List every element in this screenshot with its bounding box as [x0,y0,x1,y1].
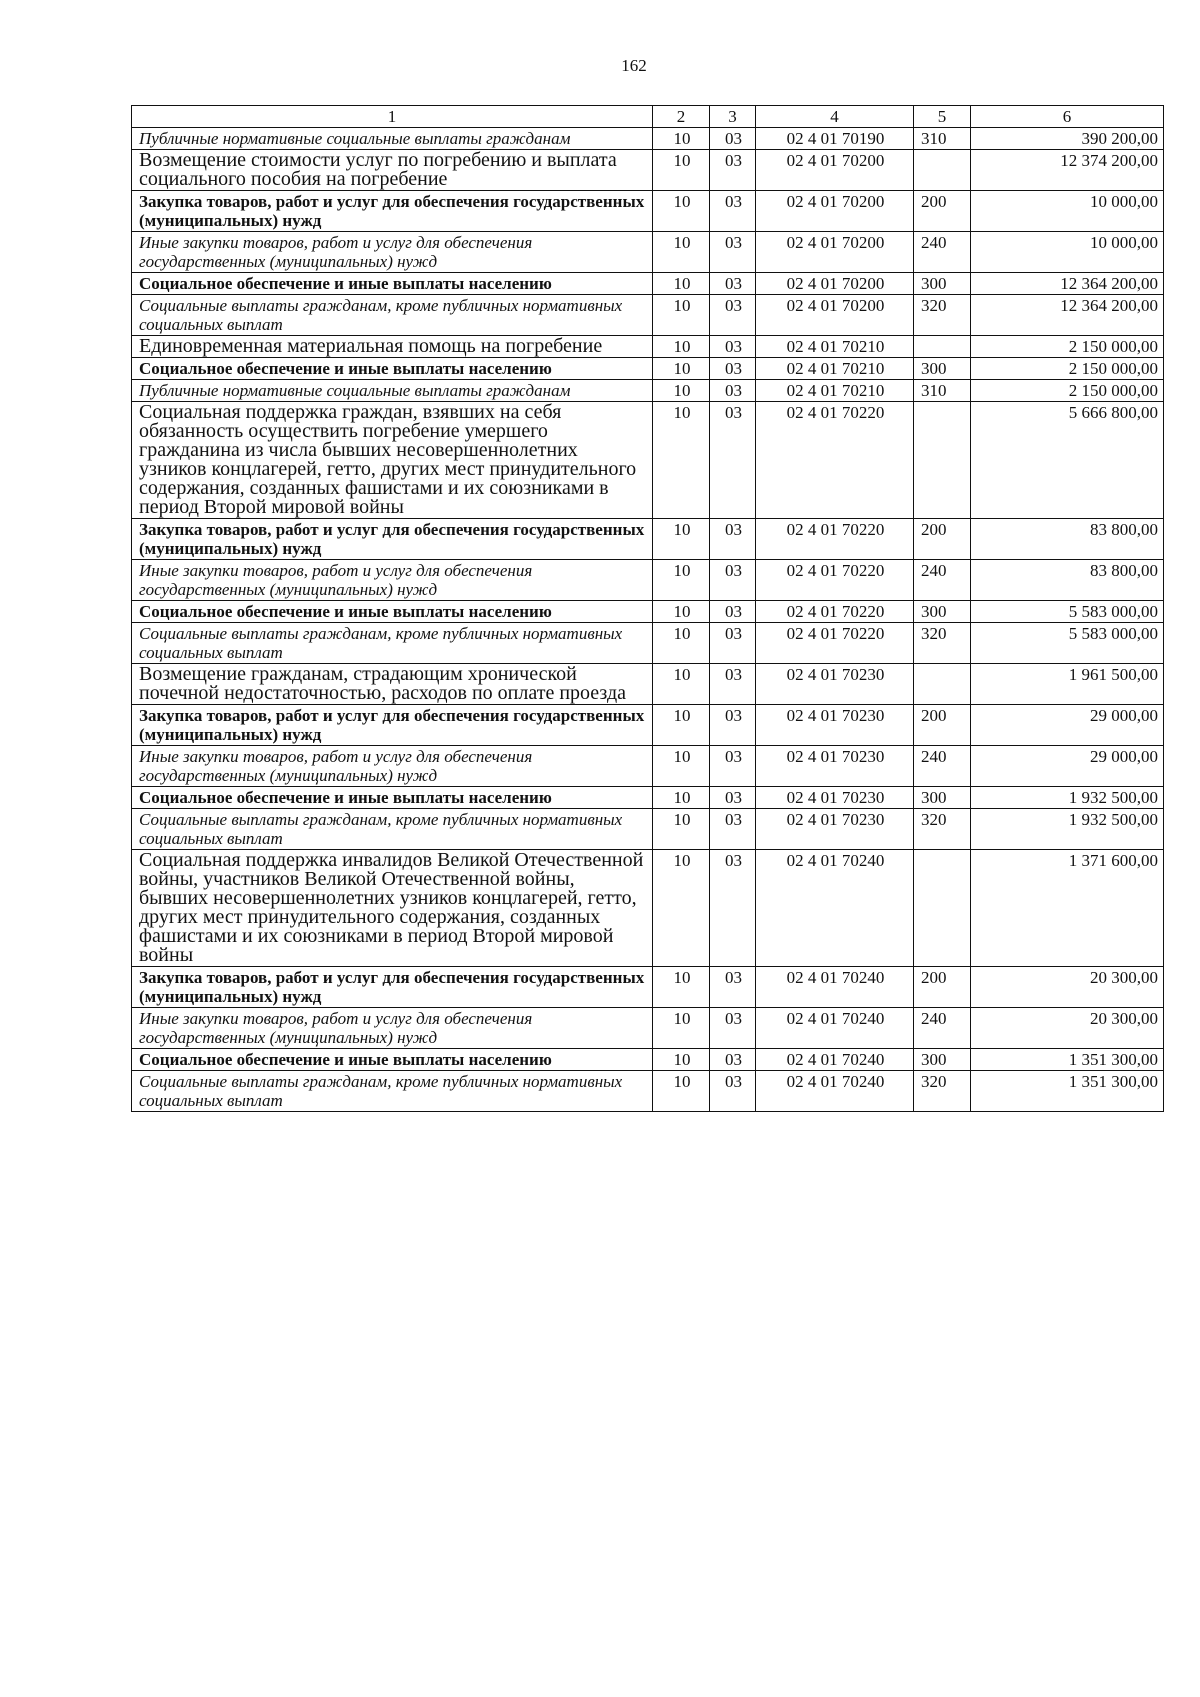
target-article-cell: 02 4 01 70220 [756,402,914,519]
target-article-cell: 02 4 01 70230 [756,787,914,809]
subsection-code-cell: 03 [710,150,756,191]
section-code-cell: 10 [653,850,710,967]
section-code-cell: 10 [653,191,710,232]
table-row [132,232,1164,273]
table-row [132,746,1164,787]
expense-type-cell: 320 [914,623,971,664]
expense-type-cell: 300 [914,358,971,380]
table-row [132,664,1164,705]
column-header: 1 [132,106,653,128]
target-article-cell: 02 4 01 70220 [756,623,914,664]
subsection-code-cell: 03 [710,623,756,664]
expense-type-cell: 200 [914,967,971,1008]
section-code-cell: 10 [653,664,710,705]
amount-cell: 83 800,00 [971,560,1164,601]
amount-cell: 1 371 600,00 [971,850,1164,967]
amount-cell: 29 000,00 [971,705,1164,746]
expense-name-cell: Иные закупки товаров, работ и услуг для обеспечения государственных (муниципальных) нужд [132,746,653,787]
target-article-cell: 02 4 01 70190 [756,128,914,150]
amount-cell: 20 300,00 [971,967,1164,1008]
expense-name-cell: Возмещение стоимости услуг по погребению и выплата социального пособия на погребение [132,150,653,191]
expense-type-cell: 300 [914,601,971,623]
target-article-cell: 02 4 01 70210 [756,380,914,402]
section-code-cell: 10 [653,128,710,150]
target-article-cell: 02 4 01 70240 [756,1071,914,1112]
section-code-cell: 10 [653,705,710,746]
amount-cell: 1 961 500,00 [971,664,1164,705]
expense-type-cell: 320 [914,1071,971,1112]
expense-type-cell [914,336,971,358]
budget-table [131,105,1164,1112]
subsection-code-cell: 03 [710,519,756,560]
expense-type-cell: 300 [914,1049,971,1071]
amount-cell: 1 932 500,00 [971,809,1164,850]
expense-type-cell [914,402,971,519]
target-article-cell: 02 4 01 70220 [756,601,914,623]
table-row [132,358,1164,380]
section-code-cell: 10 [653,623,710,664]
expense-type-cell [914,150,971,191]
expense-name-cell: Социальные выплаты гражданам, кроме публичных нормативных социальных выплат [132,295,653,336]
target-article-cell: 02 4 01 70200 [756,273,914,295]
section-code-cell: 10 [653,1008,710,1049]
amount-cell: 12 364 200,00 [971,273,1164,295]
expense-name-cell: Социальное обеспечение и иные выплаты населению [132,787,653,809]
section-code-cell: 10 [653,358,710,380]
amount-cell: 1 351 300,00 [971,1049,1164,1071]
section-code-cell: 10 [653,295,710,336]
expense-type-cell: 200 [914,519,971,560]
target-article-cell: 02 4 01 70210 [756,358,914,380]
subsection-code-cell: 03 [710,191,756,232]
section-code-cell: 10 [653,967,710,1008]
subsection-code-cell: 03 [710,664,756,705]
table-row [132,273,1164,295]
table-row [132,150,1164,191]
amount-cell: 5 583 000,00 [971,623,1164,664]
expense-type-cell: 240 [914,1008,971,1049]
table-row [132,128,1164,150]
subsection-code-cell: 03 [710,705,756,746]
column-header: 2 [653,106,710,128]
expense-name-cell: Закупка товаров, работ и услуг для обеспечения государственных (муниципальных) нужд [132,519,653,560]
amount-cell: 390 200,00 [971,128,1164,150]
expense-type-cell [914,664,971,705]
expense-name-cell: Единовременная материальная помощь на погребение [132,336,653,358]
target-article-cell: 02 4 01 70240 [756,850,914,967]
section-code-cell: 10 [653,232,710,273]
amount-cell: 1 932 500,00 [971,787,1164,809]
section-code-cell: 10 [653,601,710,623]
expense-type-cell [914,850,971,967]
section-code-cell: 10 [653,150,710,191]
subsection-code-cell: 03 [710,358,756,380]
target-article-cell: 02 4 01 70230 [756,705,914,746]
table-body [132,128,1164,1112]
target-article-cell: 02 4 01 70230 [756,746,914,787]
expense-type-cell: 300 [914,787,971,809]
table-row [132,402,1164,519]
amount-cell: 5 666 800,00 [971,402,1164,519]
subsection-code-cell: 03 [710,128,756,150]
table-row [132,560,1164,601]
column-header: 4 [756,106,914,128]
table-row [132,1008,1164,1049]
section-code-cell: 10 [653,273,710,295]
target-article-cell: 02 4 01 70210 [756,336,914,358]
subsection-code-cell: 03 [710,295,756,336]
expense-type-cell: 200 [914,191,971,232]
expense-name-cell: Социальная поддержка инвалидов Великой Отечественной войны, участников Великой Отечественной войны, бывших несовершеннолетних узников концлагерей, гетто, других мест принудительного содержания, созданных фашистами и их союзниками в период Второй мировой войны [132,850,653,967]
table-row [132,380,1164,402]
expense-type-cell: 320 [914,295,971,336]
amount-cell: 10 000,00 [971,191,1164,232]
subsection-code-cell: 03 [710,1008,756,1049]
table-row [132,191,1164,232]
expense-type-cell: 310 [914,128,971,150]
section-code-cell: 10 [653,380,710,402]
table-row [132,1049,1164,1071]
section-code-cell: 10 [653,746,710,787]
subsection-code-cell: 03 [710,1071,756,1112]
subsection-code-cell: 03 [710,402,756,519]
column-header: 3 [710,106,756,128]
amount-cell: 2 150 000,00 [971,380,1164,402]
expense-name-cell: Социальные выплаты гражданам, кроме публичных нормативных социальных выплат [132,623,653,664]
section-code-cell: 10 [653,1071,710,1112]
expense-type-cell: 310 [914,380,971,402]
subsection-code-cell: 03 [710,560,756,601]
page-number: 162 [621,56,647,75]
expense-type-cell: 320 [914,809,971,850]
header-row [132,106,1164,128]
subsection-code-cell: 03 [710,809,756,850]
target-article-cell: 02 4 01 70240 [756,1008,914,1049]
subsection-code-cell: 03 [710,787,756,809]
table-row [132,809,1164,850]
table-row [132,519,1164,560]
section-code-cell: 10 [653,1049,710,1071]
subsection-code-cell: 03 [710,336,756,358]
subsection-code-cell: 03 [710,273,756,295]
expense-name-cell: Социальное обеспечение и иные выплаты населению [132,601,653,623]
table-row [132,295,1164,336]
section-code-cell: 10 [653,402,710,519]
expense-name-cell: Публичные нормативные социальные выплаты гражданам [132,128,653,150]
target-article-cell: 02 4 01 70200 [756,295,914,336]
section-code-cell: 10 [653,519,710,560]
section-code-cell: 10 [653,809,710,850]
expense-name-cell: Социальные выплаты гражданам, кроме публичных нормативных социальных выплат [132,809,653,850]
amount-cell: 12 364 200,00 [971,295,1164,336]
amount-cell: 10 000,00 [971,232,1164,273]
section-code-cell: 10 [653,560,710,601]
subsection-code-cell: 03 [710,601,756,623]
expense-type-cell: 240 [914,560,971,601]
target-article-cell: 02 4 01 70220 [756,519,914,560]
expense-type-cell: 240 [914,232,971,273]
expense-name-cell: Публичные нормативные социальные выплаты гражданам [132,380,653,402]
expense-name-cell: Социальная поддержка граждан, взявших на себя обязанность осуществить погребение умершего гражданина из числа бывших несовершеннолетних узников концлагерей, гетто, других мест принудительного содержания, созданных фашистами и их союзниками в период Второй мировой войны [132,402,653,519]
expense-name-cell: Иные закупки товаров, работ и услуг для обеспечения государственных (муниципальных) нужд [132,560,653,601]
amount-cell: 83 800,00 [971,519,1164,560]
table-row [132,705,1164,746]
expense-type-cell: 300 [914,273,971,295]
expense-name-cell: Иные закупки товаров, работ и услуг для обеспечения государственных (муниципальных) нужд [132,232,653,273]
section-code-cell: 10 [653,787,710,809]
table-row [132,336,1164,358]
column-header: 5 [914,106,971,128]
target-article-cell: 02 4 01 70240 [756,967,914,1008]
expense-name-cell: Закупка товаров, работ и услуг для обеспечения государственных (муниципальных) нужд [132,967,653,1008]
target-article-cell: 02 4 01 70200 [756,232,914,273]
subsection-code-cell: 03 [710,967,756,1008]
table-row [132,601,1164,623]
amount-cell: 20 300,00 [971,1008,1164,1049]
subsection-code-cell: 03 [710,850,756,967]
expense-name-cell: Социальное обеспечение и иные выплаты населению [132,1049,653,1071]
table-row [132,623,1164,664]
expense-type-cell: 240 [914,746,971,787]
table-row [132,850,1164,967]
target-article-cell: 02 4 01 70200 [756,191,914,232]
amount-cell: 1 351 300,00 [971,1071,1164,1112]
expense-name-cell: Возмещение гражданам, страдающим хронической почечной недостаточностью, расходов по оплате проезда [132,664,653,705]
subsection-code-cell: 03 [710,1049,756,1071]
target-article-cell: 02 4 01 70230 [756,809,914,850]
expense-name-cell: Закупка товаров, работ и услуг для обеспечения государственных (муниципальных) нужд [132,705,653,746]
expense-name-cell: Социальное обеспечение и иные выплаты населению [132,358,653,380]
section-code-cell: 10 [653,336,710,358]
table-row [132,1071,1164,1112]
column-header: 6 [971,106,1164,128]
table-row [132,967,1164,1008]
expense-name-cell: Социальные выплаты гражданам, кроме публичных нормативных социальных выплат [132,1071,653,1112]
amount-cell: 5 583 000,00 [971,601,1164,623]
amount-cell: 12 374 200,00 [971,150,1164,191]
target-article-cell: 02 4 01 70200 [756,150,914,191]
target-article-cell: 02 4 01 70230 [756,664,914,705]
subsection-code-cell: 03 [710,232,756,273]
subsection-code-cell: 03 [710,380,756,402]
amount-cell: 2 150 000,00 [971,336,1164,358]
expense-type-cell: 200 [914,705,971,746]
target-article-cell: 02 4 01 70220 [756,560,914,601]
expense-name-cell: Социальное обеспечение и иные выплаты населению [132,273,653,295]
expense-name-cell: Иные закупки товаров, работ и услуг для обеспечения государственных (муниципальных) нужд [132,1008,653,1049]
table-row [132,787,1164,809]
amount-cell: 2 150 000,00 [971,358,1164,380]
subsection-code-cell: 03 [710,746,756,787]
target-article-cell: 02 4 01 70240 [756,1049,914,1071]
expense-name-cell: Закупка товаров, работ и услуг для обеспечения государственных (муниципальных) нужд [132,191,653,232]
amount-cell: 29 000,00 [971,746,1164,787]
